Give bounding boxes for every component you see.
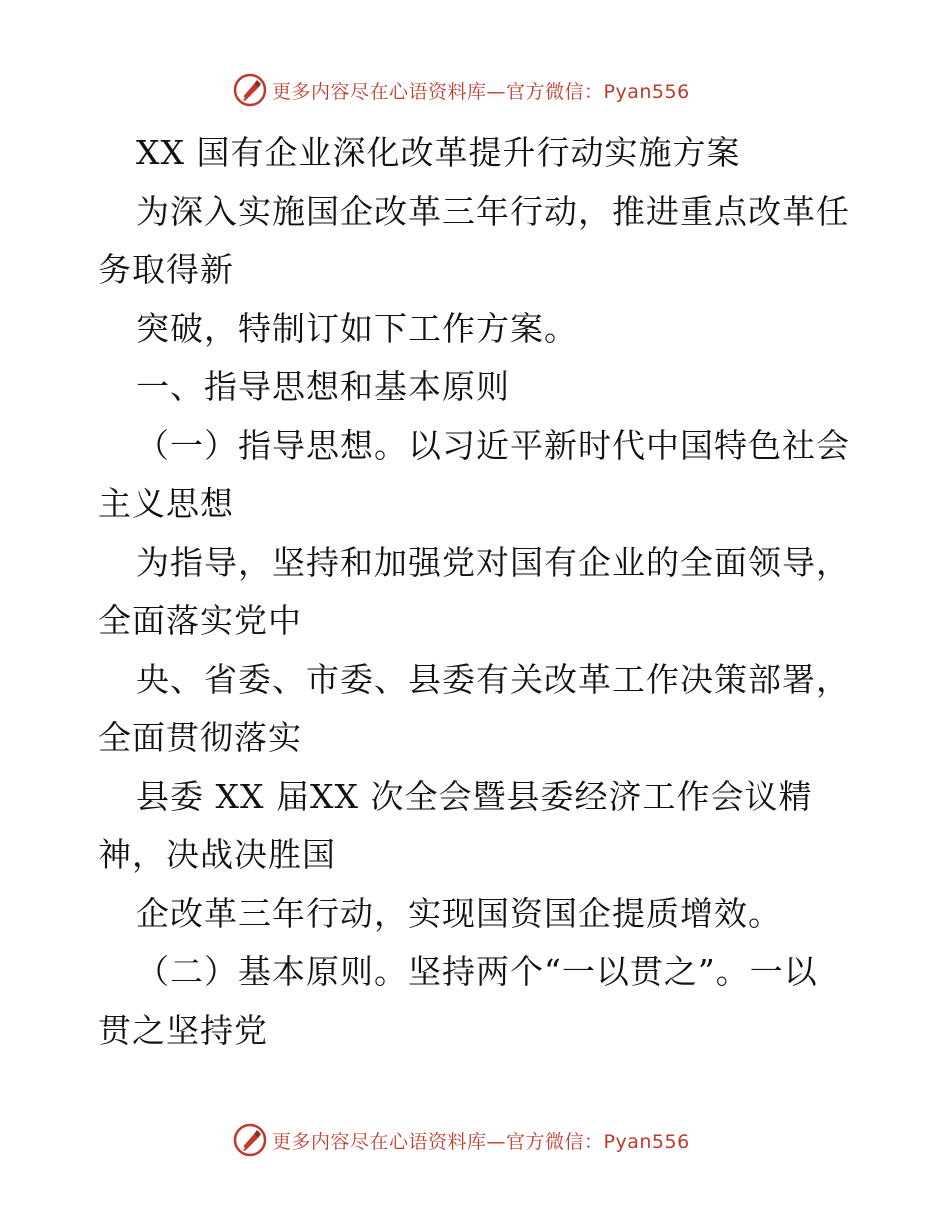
paragraph-line: 务取得新 xyxy=(98,250,234,289)
paragraph-line: 贯之坚持党 xyxy=(98,1010,268,1050)
paragraph-line: 突破，特制订如下工作方案。 xyxy=(136,308,578,348)
paragraph-line: 全面落实党中 xyxy=(98,601,302,640)
paragraph-line: 为指导，坚持和加强党对国有企业的全面领导， xyxy=(136,542,850,582)
paragraph-line: 央、省委、市委、县委有关改革工作决策部署， xyxy=(136,659,850,699)
paragraph-line: 为深入实施国企改革三年行动，推进重点改革任 xyxy=(136,191,850,231)
watermark-text: 更多内容尽在心语资料库—官方微信：Pyan556 xyxy=(272,1130,690,1153)
pen-logo-icon xyxy=(232,72,268,108)
watermark-text: 更多内容尽在心语资料库—官方微信：Pyan556 xyxy=(272,80,690,103)
paragraph-line: 全面贯彻落实 xyxy=(98,718,302,757)
paragraph-line: 神，决战决胜国 xyxy=(98,835,336,874)
section-heading: 一、指导思想和基本原则 xyxy=(136,367,510,406)
paragraph-line: 主义思想 xyxy=(98,484,234,523)
paragraph-line: （二）基本原则。坚持两个“一以贯之”。一以 xyxy=(136,952,818,991)
header-watermark xyxy=(232,72,690,108)
paragraph-line: （一）指导思想。以习近平新时代中国特色社会 xyxy=(136,425,850,465)
document-body xyxy=(98,124,858,1060)
footer-watermark xyxy=(232,1122,690,1158)
pen-logo-icon xyxy=(232,1122,268,1158)
document-title: XX 国有企业深化改革提升行动实施方案 xyxy=(136,133,741,172)
paragraph-line: 企改革三年行动，实现国资国企提质增效。 xyxy=(136,893,782,933)
paragraph-line: 县委 XX 届XX 次全会暨县委经济工作会议精 xyxy=(136,776,813,816)
